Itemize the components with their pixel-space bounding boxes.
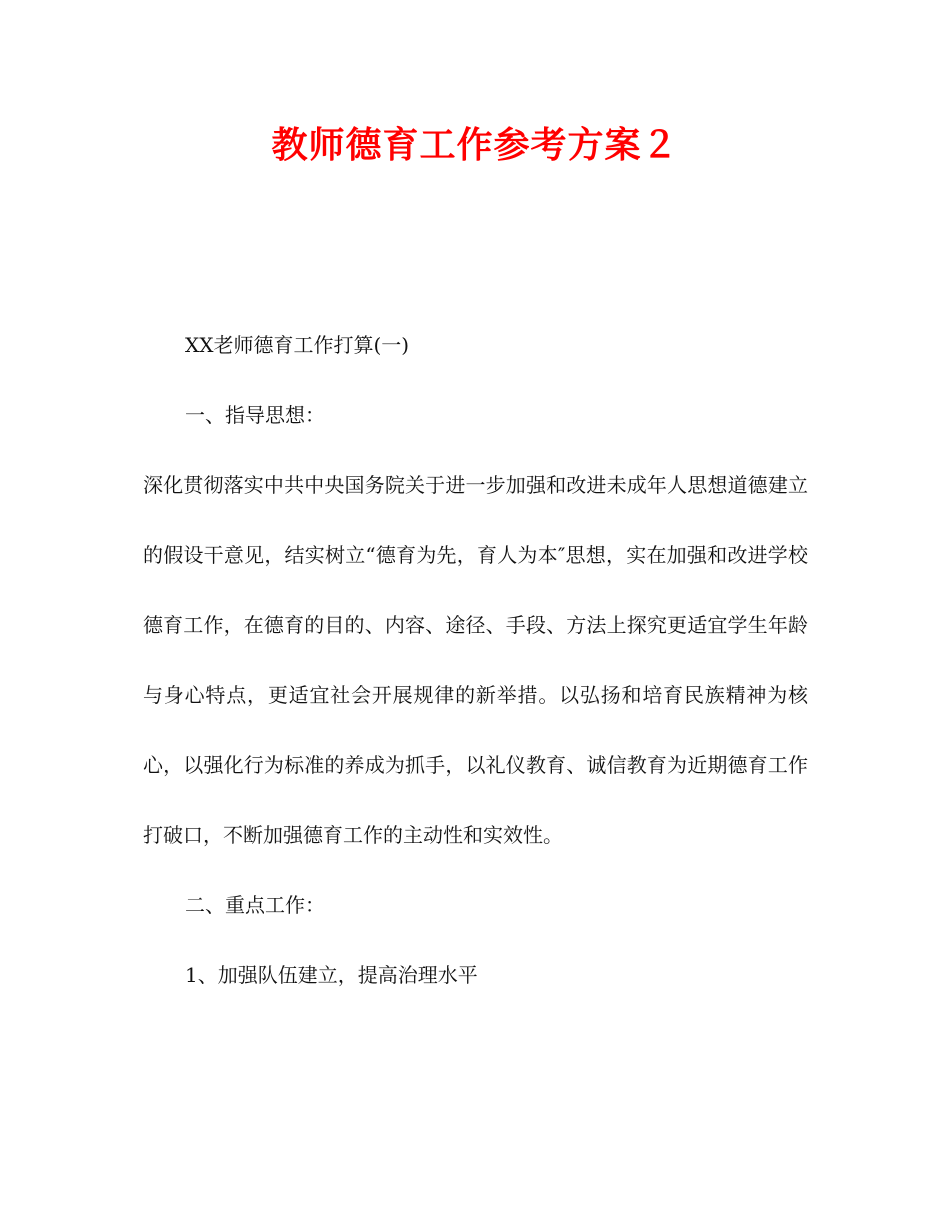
paragraph-plan-heading: XX老师德育工作打算(一) — [185, 333, 410, 357]
paragraph-section-guiding-ideology: 一、指导思想： — [185, 403, 325, 427]
paragraph-section-key-work: 二、重点工作： — [185, 893, 325, 917]
paragraph-item-1: 1、加强队伍建立，提高治理水平 — [185, 963, 478, 987]
document-title: 教师德育工作参考方案２ — [271, 125, 679, 166]
paragraph-guiding-ideology-body: 深化贯彻落实中共中央国务院关于进一步加强和改进未成年人思想道德建立的假设干意见，结实树立“德育为先，育人为本″思想，实在加强和改进学校德育工作，在德育的目的、内容、途径、手段、方法上探究更适宜学生年龄与身心特点，更适宜社会开展规律的新举措。以弘扬和培育民族精神为核心，以强化行为标准的养成为抓手，以礼仪教育、诚信教育为近期德育工作打破口，不断加强德育工作的主动性和实效性。 — [143, 473, 808, 847]
document-body — [143, 310, 808, 1010]
